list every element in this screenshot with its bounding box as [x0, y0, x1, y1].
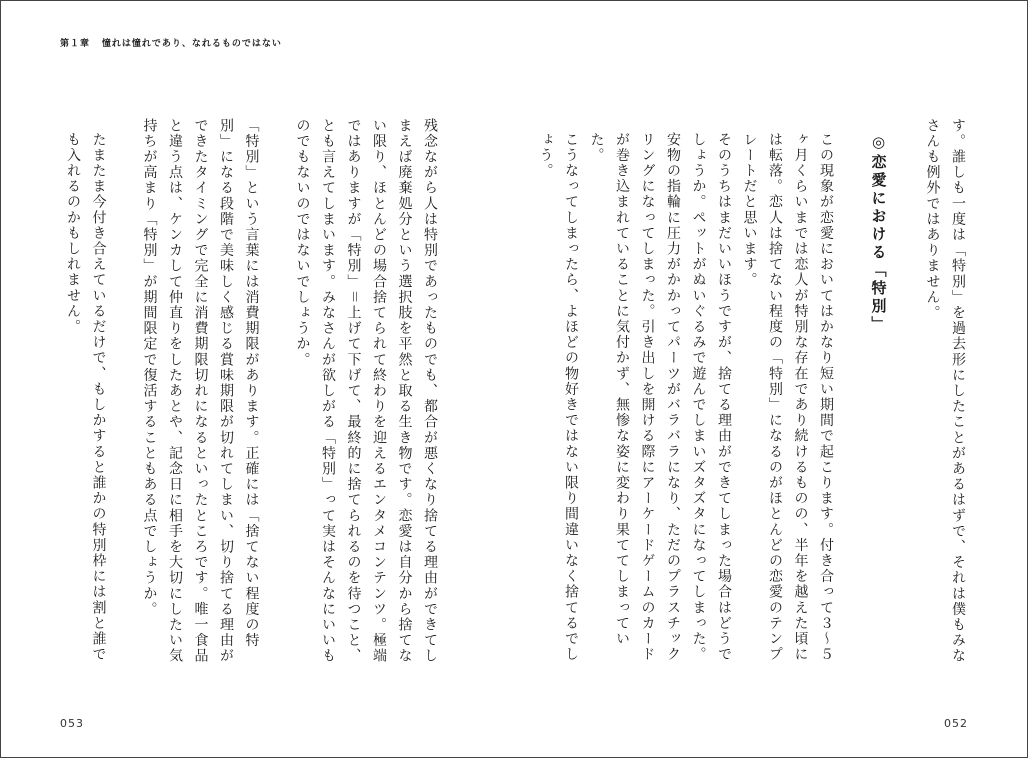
page-number-right: 052: [944, 717, 968, 730]
left-para-2: 「特別」という言葉には消費期限があります。正確には「捨てない程度の特別」になる段階で美味しく感じる賞味期限が切れてしまい、切り捨てる理由ができたタイミングで完全に消費期限切れになるといったところです。唯一食品と違う点は、ケンカして仲直りをしたあとや、記念日に相手を大切にしたい気持ちが高まり「特別」が期間限定で復活することもある点でしょうか。: [141, 118, 260, 664]
spacer: [838, 118, 864, 670]
spacer: [264, 118, 290, 670]
right-para-continued: す。誰しも一度は「特別」を過去形にしたことがあるはずで、それは僕もみなさんも例外ではありません。: [924, 118, 966, 664]
left-page-body: [58, 118, 442, 670]
right-page-body: [537, 118, 970, 670]
chapter-label: 第１章: [60, 39, 91, 49]
left-para-3: たまたま今付き合えているだけで、もしかすると誰かの特別枠には割と誰でも入れるのかもしれません。: [65, 132, 107, 663]
running-header: [60, 36, 282, 49]
left-para-1: 残念ながら人は特別であったものでも、都合が悪くなり捨てる理由ができてしまえば廃棄処分という選択肢を平然と取る生き物です。恋愛は自分から捨てない限り、ほとんどの場合捨てられて終わりを迎えるエンタメコンテンツ。極端ではありますが「特別」＝上げて下げて、最終的に捨てられるのを待つこと、とも言えてしまいます。みなさんが欲しがる「特別」って実はそんなにいいものでもないのではないでしょうか。: [294, 118, 438, 664]
right-para-3: こうなってしまったら、よほどの物好きではない限り間違いなく捨てるでしょう。: [537, 132, 579, 663]
right-para-2: そのうちはまだいいほうですが、捨てる理由ができてしまった場合はどうでしょうか。ペットがぬいぐるみで遊んでしまいズタズタになってしまった。安物の指輪に圧力がかかってパーツがバラバラになり、ただのプラスチックリングになってしまった。引き出しを開ける際にアーケードゲームのカードが巻き込まれていることに気付かず、無惨な姿に変わり果ててしまっていた。: [588, 132, 732, 663]
page-number-left: 053: [60, 717, 84, 730]
chapter-title: 憧れは憧れであり、なれるものではない: [101, 39, 282, 49]
section-heading: ◎恋愛における「特別」: [869, 133, 888, 334]
spacer: [894, 118, 920, 670]
right-para-1: この現象が恋愛においてはかなり短い期間で起こります。付き合って３〜５ヶ月くらいまでは恋人が特別な存在であり続けるものの、半年を越えた頃には転落。恋人は捨てない程度の「特別」になるのがほとんどの恋愛のテンプレートだと思います。: [741, 132, 834, 663]
spacer: [111, 118, 137, 670]
